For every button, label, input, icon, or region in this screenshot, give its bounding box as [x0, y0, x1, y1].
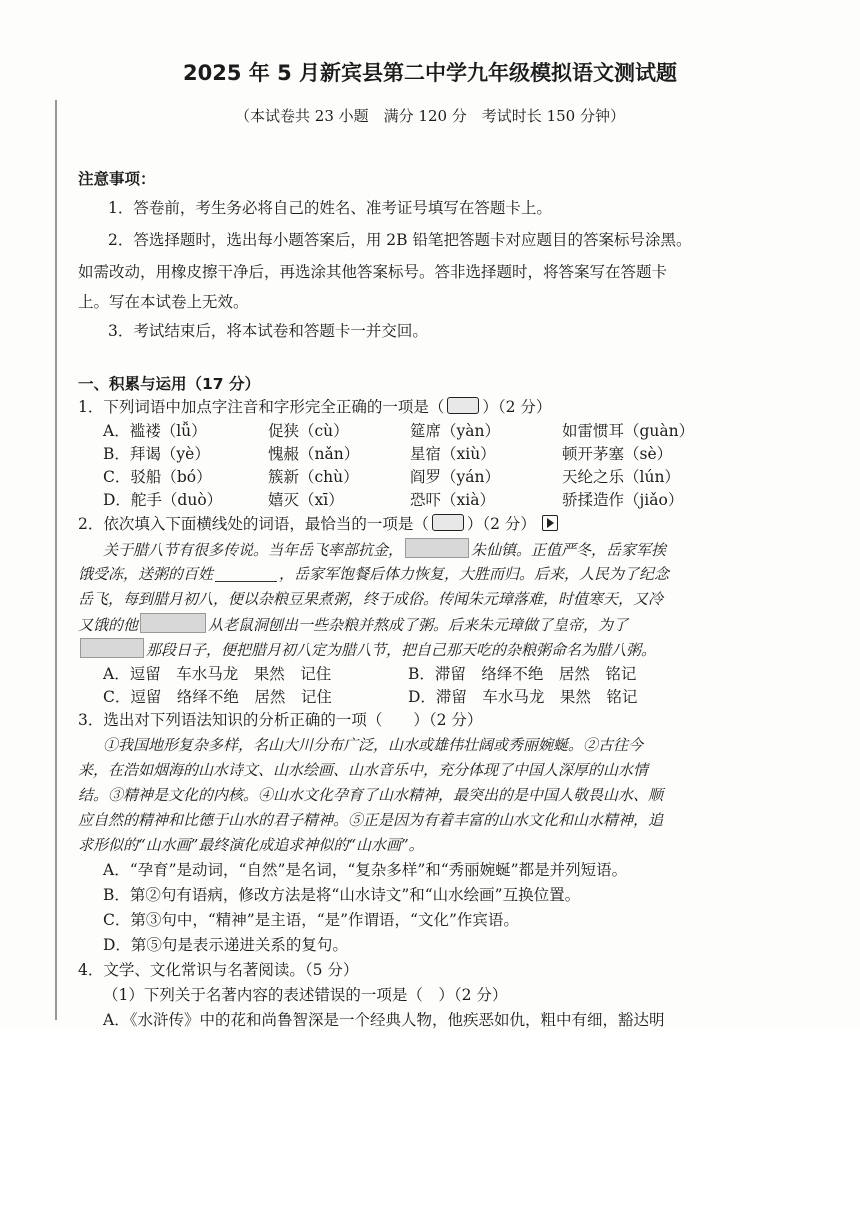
q3-passage-line-3: 结。③精神是文化的内核。④山水文化孕育了山水精神，最突出的是中国人敬畏山水、顺: [78, 786, 664, 804]
margin-line: [55, 100, 57, 1020]
q3-option-a: A．“孕育”是动词，“自然”是名词，“复杂多样”和“秀丽婉蜒”都是并列短语。: [103, 861, 628, 879]
q1-b-3: 星宿（xiù）: [410, 445, 496, 463]
q2-passage-text: ，岳家军饱餐后体力恢复，大胜而归。后来，人民为了纪念: [279, 565, 670, 583]
q2-passage-line-5: [78, 638, 656, 661]
page-title: 2025 年 5 月新宾县第二中学九年级模拟语文测试题: [183, 61, 677, 85]
q2-passage-line-4: [78, 613, 628, 636]
question-2-points: ）（2 分）: [466, 515, 536, 533]
question-2-stem: [78, 513, 558, 535]
fill-blank: [405, 538, 469, 558]
q1-d-2: 嬉灭（xī）: [268, 491, 344, 509]
notice-item-2-end: 上。写在本试卷上无效。: [78, 293, 249, 311]
q3-option-c: C．第③句中，“精神”是主语，“是”作谓语，“文化”作宾语。: [103, 911, 519, 929]
notice-heading: 注意事项：: [78, 170, 156, 188]
q1-d-4: 骄揉造作（jiǎo）: [562, 491, 684, 509]
question-4-stem: 4．文学、文化常识与名著阅读。（5 分）: [78, 961, 359, 979]
section-heading: 一、积累与运用（17 分）: [78, 375, 260, 393]
question-1-row-d: [103, 489, 683, 511]
q2-option-c: C．逗留 络绎不绝 居然 记住: [103, 688, 332, 706]
question-4-sub-1: （1）下列关于名著内容的表述错误的一项是（ ）（2 分）: [103, 986, 508, 1004]
q2-passage-line-3: 岳飞，每到腊月初八，便以杂粮豆果煮粥，终于成俗。传闻朱元璋落难，时值寒天，又冷: [78, 590, 664, 608]
question-1-row-a: [103, 420, 694, 442]
q1-b-1: B．拜谒（yè）: [103, 445, 210, 463]
q2-option-d: D．滞留 车水马龙 果然 铭记: [408, 688, 638, 706]
q1-a-1: A．褴褛（lǚ）: [103, 422, 207, 440]
notice-item-1: 1．答卷前，考生务必将自己的姓名、准考证号填写在答题卡上。: [108, 199, 552, 217]
question-2-stem-text: 2．依次填入下面横线处的词语，最恰当的一项是（: [78, 515, 429, 533]
q3-passage-line-1: ①我国地形复杂多样，名山大川分布广泛，山水或雄伟壮阔或秀丽婉蜒。②古往今: [103, 736, 644, 754]
q1-c-1: C．驳船（bó）: [103, 468, 212, 486]
q3-passage-line-5: 求形似的“山水画”最终演化成追求神似的“山水画”。: [78, 836, 424, 854]
notice-item-2: 2．答选择题时，选出每小题答案后，用 2B 铅笔把答题卡对应题目的答案标号涂黑。: [108, 231, 692, 249]
question-3-stem: 3．选出对下列语法知识的分析正确的一项（ ）（2 分）: [78, 711, 483, 729]
q1-a-4: 如雷惯耳（guàn）: [562, 422, 695, 440]
q1-a-3: 筵席（yàn）: [410, 422, 500, 440]
question-1-row-c: [103, 466, 680, 488]
q1-c-2: 簇新（chù）: [268, 468, 359, 486]
q1-c-4: 天纶之乐（lún）: [562, 468, 680, 486]
q2-options-row-2: [103, 686, 637, 708]
q2-passage-line-2: [78, 563, 669, 585]
q1-b-4: 顿开茅塞（sè）: [562, 445, 673, 463]
q1-a-2: 促狭（cù）: [268, 422, 349, 440]
q2-options-row-1: [103, 663, 636, 685]
q1-c-3: 阎罗（yán）: [410, 468, 500, 486]
q2-passage-text: 饿受冻，送粥的百姓: [78, 565, 214, 583]
answer-box: [432, 514, 464, 531]
fill-blank: [80, 638, 144, 658]
fill-blank: [140, 613, 206, 633]
q3-passage-line-2: 来，在浩如烟海的山水诗文、山水绘画、山水音乐中，充分体现了中国人深厚的山水情: [78, 761, 649, 779]
q3-option-b: B．第②句有语病，修改方法是将“山水诗文”和“山水绘画”互换位置。: [103, 886, 581, 904]
question-1-points: ）（2 分）: [482, 398, 552, 416]
q1-b-2: 愧赧（nǎn）: [268, 445, 360, 463]
q2-passage-text: 又饿的他: [78, 616, 139, 634]
q2-option-b: B．滞留 络绎不绝 居然 铭记: [408, 665, 637, 683]
q2-passage-line-1: [103, 538, 666, 561]
notice-item-3: 3．考试结束后，将本试卷和答题卡一并交回。: [108, 322, 428, 340]
notice-item-2-cont: 如需改动，用橡皮擦干净后，再选涂其他答案标号。答非选择题时，将答案写在答题卡: [78, 263, 668, 281]
fill-blank: [215, 563, 277, 582]
q2-passage-text: 从老鼠洞刨出一些杂粮并熬成了粥。后来朱元璋做了皇帝，为了: [208, 616, 629, 634]
q2-passage-text: 朱仙镇。正值严冬，岳家军挨: [471, 541, 667, 559]
q3-passage-line-4: 应自然的精神和比德于山水的君子精神。⑤正是因为有着丰富的山水文化和山水精神，追: [78, 811, 664, 829]
q2-passage-text: 关于腊八节有很多传说。当年岳飞率部抗金，: [103, 541, 404, 559]
q2-passage-text: 那段日子，便把腊月初八定为腊八节，把自己那天吃的杂粮粥命名为腊八粥。: [146, 641, 657, 659]
q1-d-3: 恐吓（xià）: [410, 491, 495, 509]
q4-option-a: A．《水浒传》中的花和尚鲁智深是一个经典人物，他疾恶如仇，粗中有细，豁达明: [103, 1011, 665, 1029]
answer-box: [447, 397, 479, 414]
q2-option-a: A．逗留 车水马龙 果然 记住: [103, 665, 332, 683]
exam-info: （本试卷共 23 小题 满分 120 分 考试时长 150 分钟）: [235, 107, 625, 125]
question-1-row-b: [103, 443, 672, 465]
question-1-stem: [78, 396, 551, 418]
q1-d-1: D．舵手（duò）: [103, 491, 223, 509]
play-icon: [542, 515, 558, 531]
question-1-stem-text: 1．下列词语中加点字注音和字形完全正确的一项是（: [78, 398, 445, 416]
q3-option-d: D．第⑤句是表示递进关系的复句。: [103, 936, 348, 954]
